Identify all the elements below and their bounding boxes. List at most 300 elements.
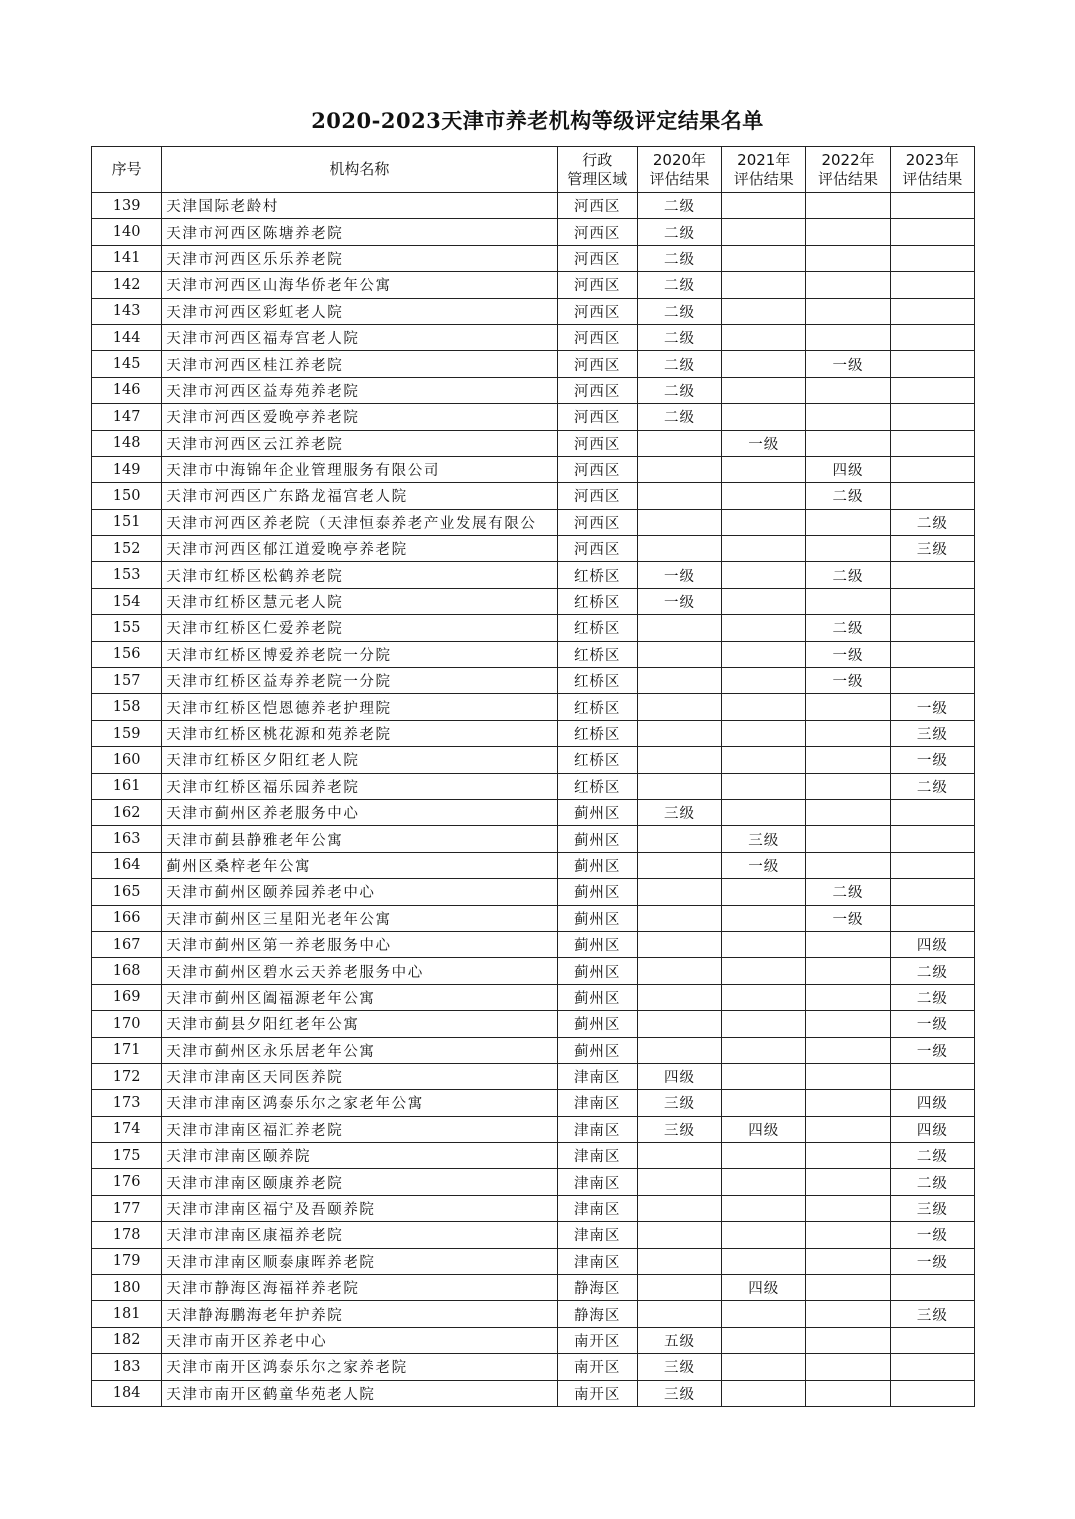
cell-seq: 164 [92,852,162,878]
cell-2021-result [722,694,806,720]
cell-2022-result [806,404,890,430]
cell-region: 河西区 [557,245,637,271]
cell-seq: 144 [92,324,162,350]
cell-2020-result: 三级 [637,799,721,825]
cell-seq: 181 [92,1301,162,1327]
cell-region: 蓟州区 [557,1037,637,1063]
cell-2023-result [890,852,974,878]
cell-2021-result [722,905,806,931]
cell-2022-result [806,773,890,799]
cell-2022-result: 一级 [806,905,890,931]
cell-seq: 168 [92,958,162,984]
cell-2023-result: 一级 [890,747,974,773]
cell-2022-result: 二级 [806,615,890,641]
cell-2023-result: 三级 [890,720,974,746]
cell-2021-result [722,483,806,509]
cell-2021-result [722,641,806,667]
table-row [92,1222,975,1248]
cell-2023-result [890,799,974,825]
cell-2021-result [722,1169,806,1195]
cell-seq: 165 [92,879,162,905]
cell-2021-result [722,1011,806,1037]
cell-2021-result [722,377,806,403]
cell-institution-name: 天津市南开区鹤童华苑老人院 [162,1380,557,1406]
cell-region: 河西区 [557,377,637,403]
cell-2022-result: 四级 [806,456,890,482]
cell-institution-name: 天津市红桥区博爱养老院一分院 [162,641,557,667]
cell-seq: 139 [92,193,162,219]
table-row [92,536,975,562]
table-row [92,1248,975,1274]
cell-seq: 159 [92,720,162,746]
cell-2022-result: 二级 [806,483,890,509]
cell-2021-result [722,351,806,377]
cell-2023-result: 三级 [890,1301,974,1327]
cell-2023-result [890,562,974,588]
table-row [92,219,975,245]
cell-2020-result [637,1011,721,1037]
cell-institution-name: 天津市河西区桂江养老院 [162,351,557,377]
cell-2020-result [637,852,721,878]
cell-2020-result: 三级 [637,1090,721,1116]
rating-results-table [91,146,975,1407]
cell-2021-result [722,615,806,641]
table-row [92,905,975,931]
document-title: 2020-2023天津市养老机构等级评定结果名单 [311,108,764,133]
cell-2021-result [722,1090,806,1116]
cell-seq: 167 [92,931,162,957]
cell-2020-result [637,1248,721,1274]
cell-2022-result [806,1248,890,1274]
cell-institution-name: 天津市蓟县静雅老年公寓 [162,826,557,852]
cell-2020-result [637,1275,721,1301]
cell-2020-result: 二级 [637,324,721,350]
table-row [92,377,975,403]
cell-2023-result [890,668,974,694]
cell-2021-result [722,1248,806,1274]
table-row [92,298,975,324]
cell-institution-name: 天津市河西区益寿苑养老院 [162,377,557,403]
cell-2020-result: 二级 [637,298,721,324]
cell-institution-name: 蓟州区桑梓老年公寓 [162,852,557,878]
cell-2021-result [722,1195,806,1221]
cell-2022-result [806,958,890,984]
cell-2021-result [722,245,806,271]
cell-2021-result [722,984,806,1010]
cell-2022-result [806,588,890,614]
cell-2020-result: 三级 [637,1354,721,1380]
cell-institution-name: 天津市蓟县夕阳红老年公寓 [162,1011,557,1037]
cell-2023-result: 三级 [890,536,974,562]
cell-seq: 147 [92,404,162,430]
cell-2023-result: 二级 [890,773,974,799]
cell-2023-result [890,245,974,271]
cell-2021-result [722,879,806,905]
cell-region: 红桥区 [557,641,637,667]
cell-2023-result [890,1354,974,1380]
table-row [92,641,975,667]
cell-seq: 182 [92,1327,162,1353]
cell-2023-result [890,641,974,667]
cell-seq: 174 [92,1116,162,1142]
cell-2022-result [806,1169,890,1195]
cell-2020-result [637,668,721,694]
table-row [92,773,975,799]
cell-seq: 152 [92,536,162,562]
cell-2023-result [890,1063,974,1089]
cell-2022-result [806,1116,890,1142]
cell-2021-result [722,272,806,298]
cell-2020-result [637,905,721,931]
cell-region: 红桥区 [557,747,637,773]
table-row [92,1195,975,1221]
cell-seq: 145 [92,351,162,377]
cell-2022-result [806,1380,890,1406]
table-row [92,747,975,773]
cell-region: 津南区 [557,1143,637,1169]
cell-2023-result [890,404,974,430]
cell-2022-result: 二级 [806,562,890,588]
header-2021: 2021年 评估结果 [722,147,806,193]
cell-institution-name: 天津市河西区郁江道爱晚亭养老院 [162,536,557,562]
cell-region: 津南区 [557,1169,637,1195]
cell-seq: 148 [92,430,162,456]
table-row [92,984,975,1010]
cell-2023-result: 二级 [890,509,974,535]
cell-region: 红桥区 [557,668,637,694]
header-2022: 2022年 评估结果 [806,147,890,193]
cell-2021-result [722,298,806,324]
cell-institution-name: 天津市河西区养老院（天津恒泰养老产业发展有限公 [162,509,557,535]
cell-institution-name: 天津市蓟州区永乐居老年公寓 [162,1037,557,1063]
cell-institution-name: 天津市红桥区益寿养老院一分院 [162,668,557,694]
cell-region: 河西区 [557,430,637,456]
cell-seq: 150 [92,483,162,509]
table-row [92,826,975,852]
cell-2022-result [806,1327,890,1353]
table-row [92,958,975,984]
cell-institution-name: 天津市津南区鸿泰乐尔之家老年公寓 [162,1090,557,1116]
header-name: 机构名称 [162,147,557,193]
cell-2022-result [806,430,890,456]
cell-seq: 173 [92,1090,162,1116]
cell-2021-result: 一级 [722,430,806,456]
cell-2020-result [637,773,721,799]
cell-2022-result: 一级 [806,641,890,667]
cell-2020-result: 五级 [637,1327,721,1353]
cell-2023-result: 三级 [890,1195,974,1221]
table-row [92,324,975,350]
cell-2020-result [637,641,721,667]
table-row [92,509,975,535]
cell-2023-result [890,483,974,509]
cell-region: 蓟州区 [557,799,637,825]
cell-2022-result [806,852,890,878]
cell-2022-result [806,193,890,219]
cell-institution-name: 天津市河西区陈塘养老院 [162,219,557,245]
cell-region: 河西区 [557,509,637,535]
cell-seq: 160 [92,747,162,773]
cell-seq: 180 [92,1275,162,1301]
cell-2020-result [637,1143,721,1169]
cell-2021-result [722,404,806,430]
cell-2022-result [806,826,890,852]
table-row [92,245,975,271]
cell-seq: 161 [92,773,162,799]
cell-2022-result [806,1037,890,1063]
cell-2021-result [722,1327,806,1353]
cell-2022-result [806,1222,890,1248]
cell-2022-result [806,747,890,773]
cell-2020-result [637,958,721,984]
cell-2022-result [806,1275,890,1301]
cell-region: 河西区 [557,351,637,377]
cell-region: 静海区 [557,1301,637,1327]
table-row [92,404,975,430]
cell-2020-result: 二级 [637,404,721,430]
cell-seq: 157 [92,668,162,694]
cell-institution-name: 天津市津南区康福养老院 [162,1222,557,1248]
cell-institution-name: 天津市蓟州区碧水云天养老服务中心 [162,958,557,984]
cell-2022-result [806,1063,890,1089]
table-row [92,1169,975,1195]
cell-region: 河西区 [557,219,637,245]
cell-seq: 141 [92,245,162,271]
cell-2022-result: 二级 [806,879,890,905]
cell-2021-result [722,1354,806,1380]
cell-2022-result [806,219,890,245]
cell-seq: 170 [92,1011,162,1037]
cell-institution-name: 天津市红桥区夕阳红老人院 [162,747,557,773]
cell-institution-name: 天津市津南区福汇养老院 [162,1116,557,1142]
cell-seq: 184 [92,1380,162,1406]
cell-2023-result: 一级 [890,1037,974,1063]
cell-2020-result [637,536,721,562]
cell-2020-result [637,694,721,720]
table-row [92,720,975,746]
cell-institution-name: 天津国际老龄村 [162,193,557,219]
cell-region: 红桥区 [557,720,637,746]
table-row [92,931,975,957]
table-header-row [92,147,975,193]
cell-2022-result [806,324,890,350]
table-row [92,668,975,694]
cell-region: 南开区 [557,1327,637,1353]
cell-institution-name: 天津市津南区颐康养老院 [162,1169,557,1195]
cell-2022-result [806,377,890,403]
cell-2023-result: 四级 [890,1116,974,1142]
cell-region: 河西区 [557,324,637,350]
cell-2023-result [890,351,974,377]
cell-institution-name: 天津市南开区鸿泰乐尔之家养老院 [162,1354,557,1380]
cell-seq: 156 [92,641,162,667]
cell-seq: 176 [92,1169,162,1195]
cell-2020-result [637,826,721,852]
cell-region: 河西区 [557,536,637,562]
cell-2023-result [890,588,974,614]
cell-2022-result [806,1090,890,1116]
cell-2023-result: 一级 [890,1011,974,1037]
cell-institution-name: 天津市河西区广东路龙福宫老人院 [162,483,557,509]
cell-region: 红桥区 [557,694,637,720]
cell-institution-name: 天津市河西区爱晚亭养老院 [162,404,557,430]
cell-region: 河西区 [557,298,637,324]
cell-2023-result: 二级 [890,984,974,1010]
cell-2023-result: 二级 [890,958,974,984]
cell-2021-result [722,668,806,694]
cell-seq: 169 [92,984,162,1010]
cell-seq: 158 [92,694,162,720]
cell-institution-name: 天津市静海区海福祥养老院 [162,1275,557,1301]
cell-2023-result: 二级 [890,1169,974,1195]
cell-2021-result [722,799,806,825]
cell-2021-result [722,588,806,614]
header-2020: 2020年 评估结果 [637,147,721,193]
cell-region: 河西区 [557,272,637,298]
cell-2020-result [637,1169,721,1195]
cell-region: 津南区 [557,1116,637,1142]
cell-seq: 163 [92,826,162,852]
cell-2022-result [806,272,890,298]
cell-2021-result [722,1222,806,1248]
cell-2020-result: 二级 [637,245,721,271]
cell-2021-result: 四级 [722,1275,806,1301]
cell-institution-name: 天津市河西区乐乐养老院 [162,245,557,271]
cell-2021-result [722,219,806,245]
cell-2022-result [806,509,890,535]
cell-seq: 178 [92,1222,162,1248]
cell-2020-result [637,1195,721,1221]
table-row [92,694,975,720]
cell-region: 蓟州区 [557,852,637,878]
cell-2022-result [806,931,890,957]
cell-2020-result: 二级 [637,351,721,377]
cell-region: 红桥区 [557,773,637,799]
header-seq: 序号 [92,147,162,193]
cell-institution-name: 天津市红桥区恺恩德养老护理院 [162,694,557,720]
table-row [92,430,975,456]
cell-institution-name: 天津市红桥区桃花源和苑养老院 [162,720,557,746]
cell-2020-result: 二级 [637,219,721,245]
cell-region: 蓟州区 [557,1011,637,1037]
cell-2020-result [637,483,721,509]
cell-2020-result [637,615,721,641]
cell-institution-name: 天津静海鹏海老年护养院 [162,1301,557,1327]
cell-2021-result [722,1143,806,1169]
table-row [92,1143,975,1169]
cell-2023-result [890,1380,974,1406]
table-body [92,193,975,1407]
cell-2022-result [806,1143,890,1169]
cell-2022-result: 一级 [806,351,890,377]
cell-institution-name: 天津市河西区福寿宫老人院 [162,324,557,350]
cell-2020-result: 二级 [637,193,721,219]
cell-2021-result [722,720,806,746]
cell-2023-result: 一级 [890,694,974,720]
cell-2021-result [722,1301,806,1327]
cell-2020-result [637,720,721,746]
cell-seq: 177 [92,1195,162,1221]
cell-2022-result [806,245,890,271]
header-2023: 2023年 评估结果 [890,147,974,193]
cell-region: 津南区 [557,1195,637,1221]
cell-institution-name: 天津市蓟州区三星阳光老年公寓 [162,905,557,931]
cell-institution-name: 天津市红桥区仁爱养老院 [162,615,557,641]
cell-2022-result [806,1011,890,1037]
cell-2021-result [722,509,806,535]
table-row [92,483,975,509]
table-row [92,1116,975,1142]
cell-2022-result [806,799,890,825]
cell-region: 蓟州区 [557,931,637,957]
cell-seq: 146 [92,377,162,403]
cell-region: 南开区 [557,1380,637,1406]
cell-region: 津南区 [557,1248,637,1274]
table-row [92,1090,975,1116]
table-row [92,1275,975,1301]
cell-2021-result: 一级 [722,852,806,878]
cell-2023-result: 四级 [890,1090,974,1116]
cell-institution-name: 天津市河西区彩虹老人院 [162,298,557,324]
cell-seq: 166 [92,905,162,931]
cell-institution-name: 天津市红桥区福乐园养老院 [162,773,557,799]
cell-institution-name: 天津市津南区天同医养院 [162,1063,557,1089]
cell-seq: 171 [92,1037,162,1063]
cell-seq: 154 [92,588,162,614]
cell-2023-result: 二级 [890,1143,974,1169]
cell-region: 蓟州区 [557,826,637,852]
cell-2023-result [890,826,974,852]
table-row [92,351,975,377]
cell-2020-result: 一级 [637,562,721,588]
cell-seq: 172 [92,1063,162,1089]
cell-2021-result [722,1380,806,1406]
cell-2021-result: 三级 [722,826,806,852]
cell-institution-name: 天津市津南区福宁及吾颐养院 [162,1195,557,1221]
cell-2023-result: 一级 [890,1222,974,1248]
cell-seq: 183 [92,1354,162,1380]
cell-institution-name: 天津市蓟州区第一养老服务中心 [162,931,557,957]
cell-2020-result [637,879,721,905]
table-row [92,1380,975,1406]
cell-2020-result: 三级 [637,1380,721,1406]
cell-region: 红桥区 [557,562,637,588]
cell-region: 河西区 [557,193,637,219]
cell-region: 蓟州区 [557,879,637,905]
cell-2020-result [637,931,721,957]
table-row [92,562,975,588]
cell-2023-result [890,324,974,350]
cell-region: 南开区 [557,1354,637,1380]
cell-region: 津南区 [557,1063,637,1089]
cell-institution-name: 天津市河西区云江养老院 [162,430,557,456]
cell-region: 河西区 [557,456,637,482]
cell-institution-name: 天津市南开区养老中心 [162,1327,557,1353]
cell-seq: 151 [92,509,162,535]
cell-2022-result [806,1301,890,1327]
cell-institution-name: 天津市河西区山海华侨老年公寓 [162,272,557,298]
cell-region: 红桥区 [557,588,637,614]
cell-2020-result [637,1037,721,1063]
cell-2021-result [722,1037,806,1063]
cell-2020-result [637,430,721,456]
cell-2021-result [722,931,806,957]
table-row [92,1327,975,1353]
cell-2022-result [806,720,890,746]
cell-2020-result [637,1222,721,1248]
cell-2021-result [722,747,806,773]
table-row [92,456,975,482]
